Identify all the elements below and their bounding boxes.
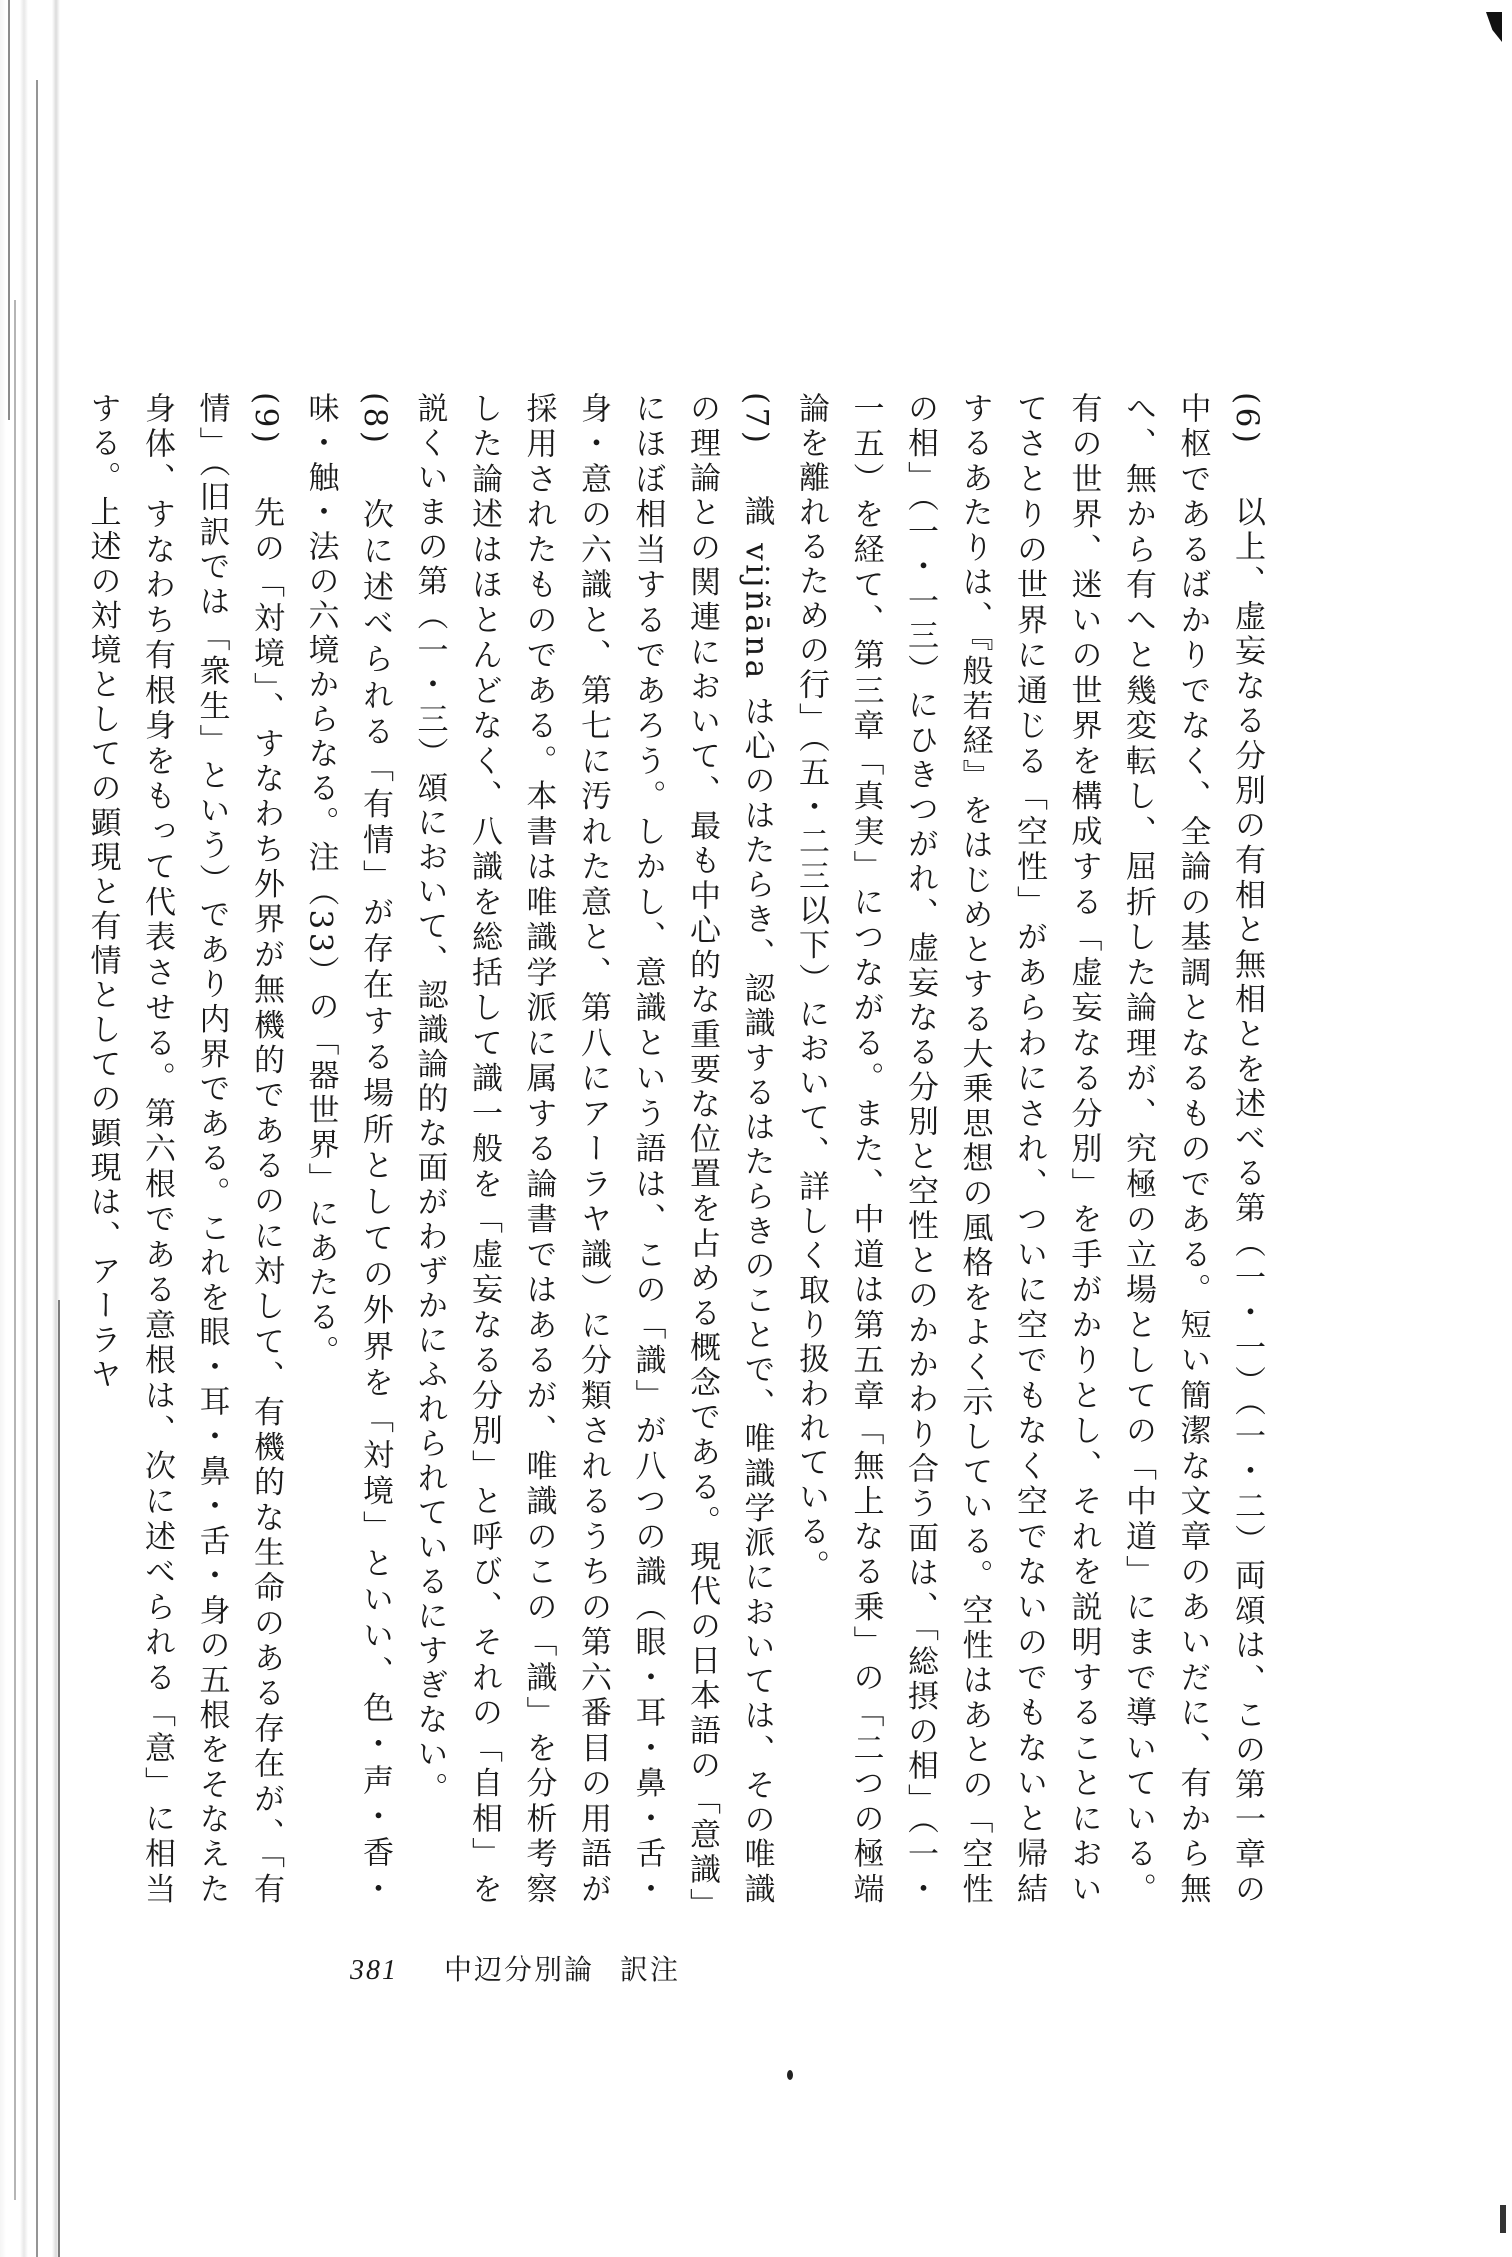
note-body: 次に述べられる「有情」が存在する場所としての外界を「対境」といい、色・声・香・味・触・法の六境からなる。注（33）の「器世界」にあたる。 xyxy=(302,392,393,1908)
running-head xyxy=(444,1953,680,1986)
page-number: 381 xyxy=(350,1955,398,1986)
page-footer xyxy=(350,1948,680,1988)
note-8 xyxy=(293,392,402,1907)
running-head-section: 訳注 xyxy=(620,1953,681,1986)
note-label: (7) xyxy=(738,392,775,447)
note-body: 以上、虚妄なる分別の有相と無相とを述べる第（一・一）（一・二）両頌は、この第一章の中枢であるばかりでなく、全論の基調となるものである。短い簡潔な文章のあいだに、有から無へ、無から有へと幾変転し、屈折した論理が、究極の立場としての「中道」にまで導いている。有の世界、迷いの世界を構成する「虚妄なる分別」を手がかりとし、それを説明することにおいてさとりの世界に通じる「空性」があらわにされ、ついに空でもなく空でないのでもないと帰結するあたりは、『般若経』をはじめとする大乗思想の風格をよく示している。空性はあとの「空性の相」（一・一三）にひきつがれ、虚妄なる分別と空性とのかかわり合う面は、「総摂の相」（一・一五）を経て、第三章「真実」につながる。また、中道は第五章「無上なる乗」の「二つの極端論を離れるための行」（五・二三以下）において、詳しく取り扱われている。 xyxy=(793,392,1265,1908)
note-label: (8) xyxy=(357,392,393,447)
note-body: 識 vijñāna は心のはたらき、認識するはたらきのことで、唯識学派においては、その唯識の理論との関連において、最も中心的な重要な位置を占める概念である。現代の日本語の「意識」にほぼ相当するであろう。しかし、意識という語は、この「識」が八つの識（眼・耳・鼻・舌・身・意の六識と、第七に汚れた意と、第八にアーラヤ識）に分類されるうちの第六番目の用語が採用されたものである。本書は唯識学派に属する論書ではあるが、唯識のこの「識」を分析考察した論述はほとんどなく、八識を総括して識一般を「虚妄なる分別」と呼び、それの「自相」を説くいまの第（一・三）頌において、認識論的な面がわずかにふれられているにすぎない。 xyxy=(411,392,775,1908)
speck xyxy=(787,2070,793,2080)
corner-mark xyxy=(1486,12,1502,42)
edge-mark xyxy=(1500,2205,1506,2233)
annotation-text-block xyxy=(75,392,1274,1907)
note-6 xyxy=(784,392,1275,1907)
binding-line xyxy=(8,0,10,420)
note-9 xyxy=(75,392,293,1907)
note-label: (6) xyxy=(1229,392,1265,447)
binding-line xyxy=(14,300,16,2200)
binding-line xyxy=(58,1300,60,2257)
note-body: 先の「対境」、すなわち外界が無機的であるのに対して、有機的な生命のある存在が、「有情」（旧訳では「衆生」という）であり内界である。これを眼・耳・鼻・舌・身の五根をそなえた身体、すなわち有根身をもって代表させる。第六根である意根は、次に述べられる「意」に相当する。上述の対境としての顕現と有情としての顕現は、アーラヤ xyxy=(84,392,284,1908)
binding-line xyxy=(36,80,38,2257)
note-7 xyxy=(402,392,784,1907)
running-head-title: 中辺分別論 xyxy=(444,1953,595,1986)
note-label: (9) xyxy=(248,392,284,447)
